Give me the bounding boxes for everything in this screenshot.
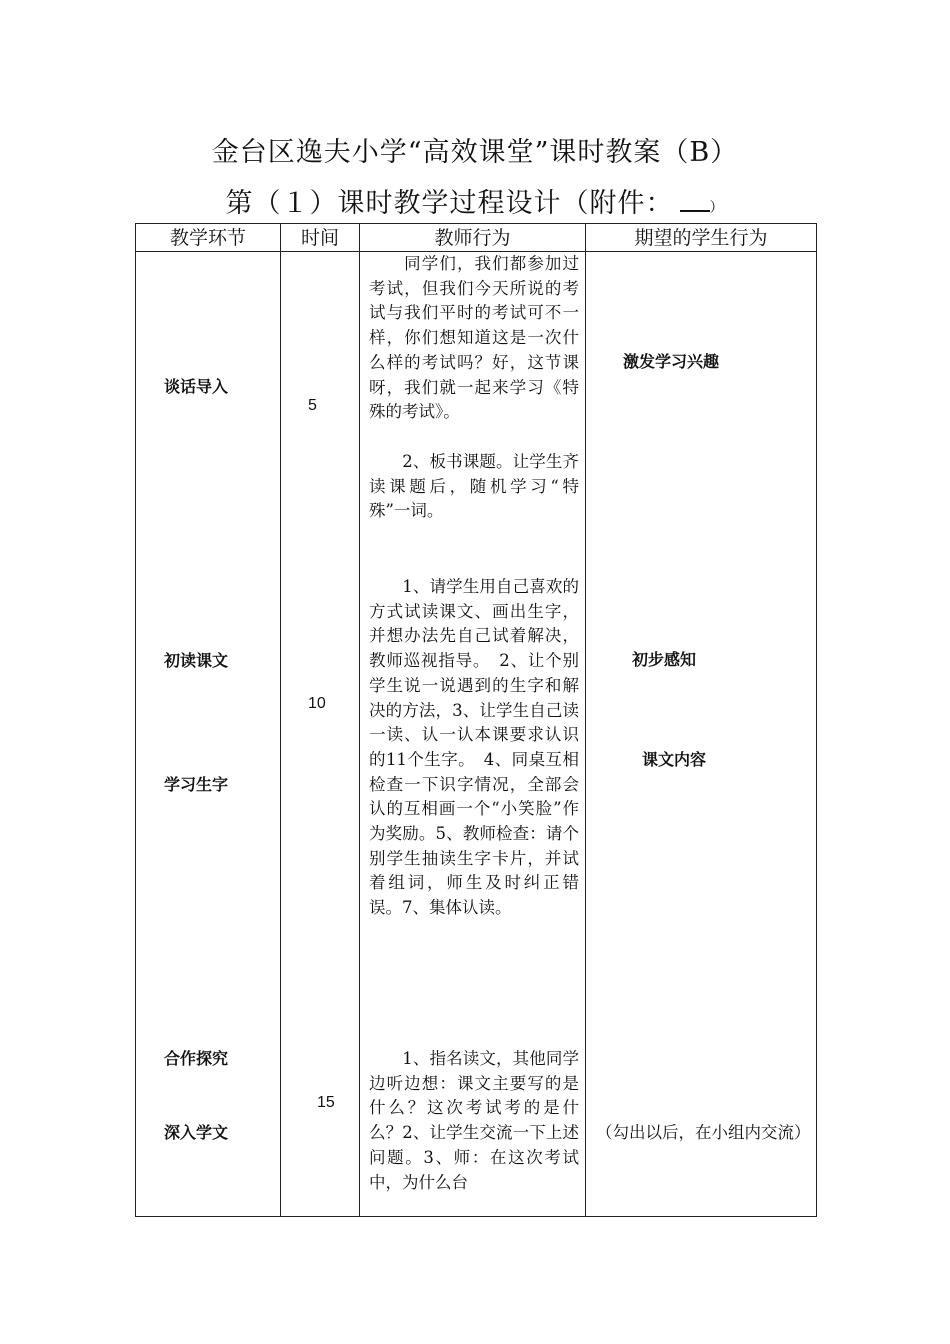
phase-first-reading: 初读课文 <box>164 651 229 670</box>
student-text-content: 课文内容 <box>642 750 707 769</box>
header-teacher-behavior: 教师行为 <box>360 224 586 252</box>
teacher-block-reading: 1、请学生用自己喜欢的方式试读课文、画出生字，并想办法先自己试着解决，教师巡视指导。 2、让个别学生说一说遇到的生字和解决的方法，3、让学生自己读一读、认一认本课要求认识的11个生字。 4、同桌互相检查一下识字情况，全部会认的互相画一个“小笑脸”作为奖励。5、教师检查：请个别学生抽读生字卡片，并试着组词，师生及时纠正错误。7、集体认读。 <box>369 577 579 918</box>
lesson-plan-table <box>135 223 817 1217</box>
teacher-block-intro: 同学们，我们都参加过考试，但我们今天所说的考试与我们平时的考试可不一样，你们想知道这是一次什么样的考试吗？好，这节课呀，我们就一起来学习《特殊的考试》。 <box>369 254 579 422</box>
teacher-block-title: 2、板书课题。让学生齐读课题后，随机学习“特殊”一词。 <box>369 452 579 521</box>
student-initial-perception: 初步感知 <box>632 650 697 669</box>
teacher-column <box>360 252 586 1217</box>
table-body-row <box>136 252 817 1217</box>
phase-column <box>136 252 281 1217</box>
time-value-1: 5 <box>308 397 317 414</box>
header-phase: 教学环节 <box>136 224 281 252</box>
student-column <box>586 252 817 1217</box>
teacher-block-inquiry: 1、指名读文，其他同学边听边想：课文主要写的是什么？这次考试考的是什么？2、让学生交流一下上述问题。3、师：在这次考试中，为什么台 <box>369 1049 579 1192</box>
student-interest: 激发学习兴趣 <box>623 352 720 371</box>
table-header-row <box>136 224 817 252</box>
page-subtitle <box>0 181 950 220</box>
header-student-behavior: 期望的学生行为 <box>586 224 817 252</box>
phase-deep-study: 深入学文 <box>164 1123 229 1142</box>
subtitle-close-paren: ） <box>709 200 725 216</box>
time-column <box>281 252 360 1217</box>
subtitle-text: 第（１）课时教学过程设计（附件： <box>225 188 674 219</box>
header-time: 时间 <box>281 224 360 252</box>
student-group-note: （勾出以后，在小组内交流） <box>596 1123 811 1142</box>
time-value-3: 15 <box>317 1094 335 1111</box>
phase-cooperative-inquiry: 合作探究 <box>164 1049 229 1068</box>
time-value-2: 10 <box>308 695 326 712</box>
page-title: 金台区逸夫小学“高效课堂”课时教案（B） <box>211 137 739 168</box>
phase-learn-characters: 学习生字 <box>164 775 229 794</box>
phase-talk-intro: 谈话导入 <box>164 377 229 396</box>
attachment-blank <box>680 190 710 212</box>
